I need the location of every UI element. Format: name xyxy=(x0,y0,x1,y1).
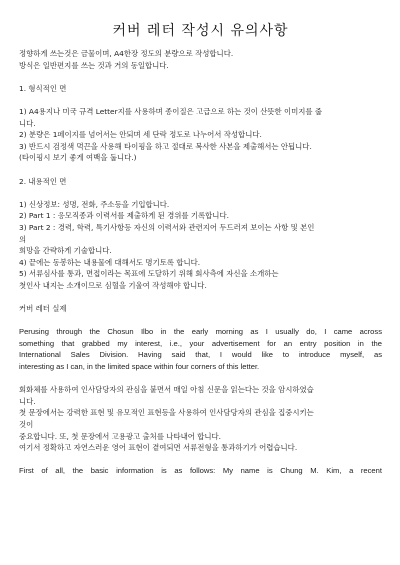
note-line: 중요합니다. 또, 첫 문장에서 고용광고 출처를 나타내어 합니다. xyxy=(19,431,221,441)
english-last-paragraph xyxy=(19,465,382,477)
note-line: 것이 xyxy=(19,420,34,429)
list-item: 의 xyxy=(19,234,27,244)
list-item: 2) 분량은 1페이지를 넘어서는 안되며 세 단락 정도로 나누어서 작성합니다. xyxy=(19,130,262,140)
list-item: 5) 서류심사를 통과, 면접이라는 목표에 도달하기 위해 회사측에 자신을 소개하는 xyxy=(19,269,279,279)
note-line: 여기서 정확하고 자연스러운 영어 표현이 곁여되면 서류전형을 통과하기가 어렵습니다. xyxy=(19,443,298,453)
list-item: 3) 반드시 검정색 먹끈을 사용해 타이핑을 하고 절대로 복사한 사본을 제출해서는 안됩니다. xyxy=(19,141,312,151)
notes-paragraph xyxy=(19,384,382,454)
english-line: Perusing through the Chosun Ilbo in the early morning as I usually do, I came across xyxy=(19,327,382,337)
note-line: 회화체를 사용하여 인사담당자의 관심을 붙면서 매일 아침 신문을 읽는다는 것을 암시하였습 xyxy=(19,385,314,395)
note-line: 첫 문장에서는 강력한 표현 및 유모적인 표현등을 사용하여 인사담당자의 관심을 집중시키는 xyxy=(19,408,314,418)
list-item: 첫인사 내지는 소개이므로 심혈을 기울여 작성해야 합니다. xyxy=(19,280,207,290)
list-item: 2) Part 1 : 응모직종과 이력서를 제출하게 된 경위를 기록합니다. xyxy=(19,211,229,221)
english-line: International Sales Division. Having said that, I would like to introduce myself, as xyxy=(19,350,382,360)
note-line: 니다. xyxy=(19,396,36,406)
section-heading-example: 커버 레터 실제 xyxy=(19,304,67,314)
list-item: (타이핑시 보기 좋게 여백을 둡니다.) xyxy=(19,153,137,163)
intro-line: 방식은 일반편지를 쓰는 것과 거의 동일합니다. xyxy=(19,60,169,70)
list-item: 희망을 간략하게 기술합니다. xyxy=(19,246,112,256)
list-item: 1) 신상정보: 성명, 전화, 주소등을 기입합니다. xyxy=(19,199,170,209)
section-heading-content: 2. 내용적인 면 xyxy=(19,176,67,186)
intro-line: 정향하게 쓰는것은 금물이며, A4한장 정도의 분량으로 작성합니다. xyxy=(19,49,234,58)
content-list xyxy=(19,199,382,292)
list-item: 1) A4용지나 미국 규격 Letter지를 사용하며 종이질은 고급으로 하는 것이 산뜻한 이미지를 줍 xyxy=(19,106,323,116)
english-line: interesting as I can, in the limited space within four corners of this letter. xyxy=(19,362,260,372)
list-item: 4) 끝에는 동봉하는 내용물에 대해서도 명기토록 합니다. xyxy=(19,257,201,267)
english-paragraph xyxy=(19,326,382,372)
english-line: First of all, the basic information is as follows: My name is Chung M. Kim, a recent xyxy=(19,466,382,476)
intro-paragraph xyxy=(19,48,382,71)
list-item: 3) Part 2 : 경력, 학력, 특기사항등 자신의 이력서와 관련지어 두드러져 보이는 사항 및 본인 xyxy=(19,222,315,232)
form-list xyxy=(19,106,382,164)
list-item: 니다. xyxy=(19,118,36,128)
english-line: something that grabbed my interest, i.e., your advertisement for an entry position in the xyxy=(19,338,382,348)
section-heading-form: 1. 형식적인 면 xyxy=(19,83,67,93)
page-title: 커버 레터 작성시 유의사항 xyxy=(112,23,289,39)
